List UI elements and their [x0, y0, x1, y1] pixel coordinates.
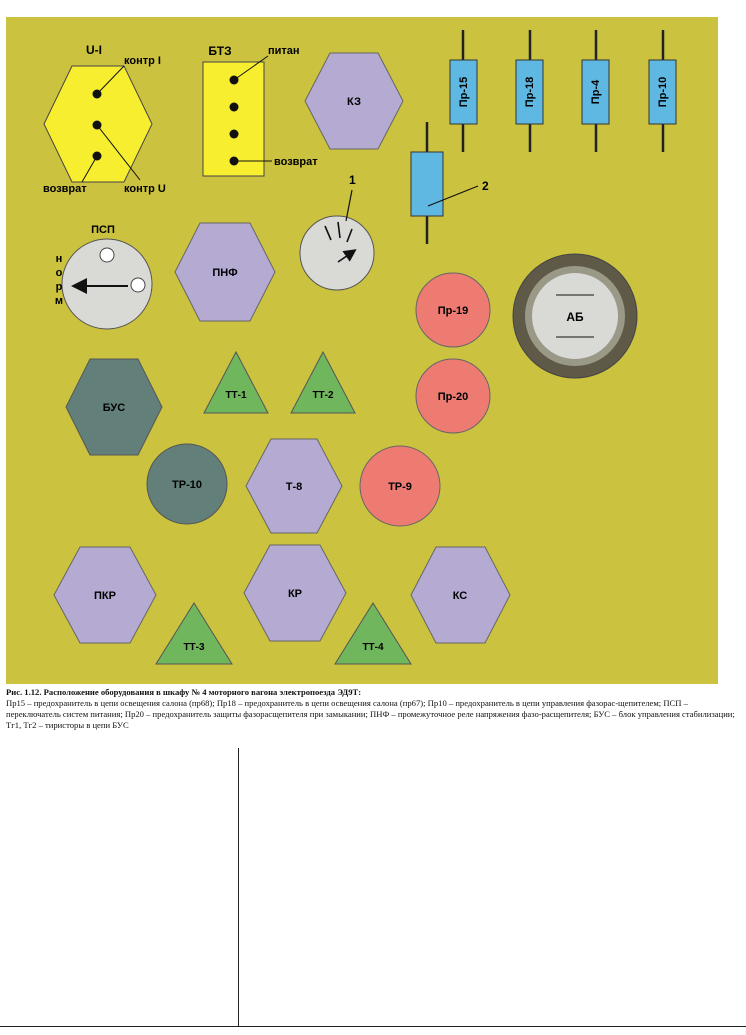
- fuse-pr18-label: Пр-18: [524, 76, 536, 108]
- bus-label: БУС: [102, 402, 126, 414]
- tt1-label: ТТ-1: [225, 390, 247, 401]
- tr9-block: [360, 446, 440, 526]
- kz-label: КЗ: [346, 96, 362, 108]
- tt4-label: ТТ-4: [362, 642, 384, 653]
- caption-title: Рис. 1.12. Расположение оборудования в шкафу № 4 моторного вагона электропоезда ЭД9Т:: [6, 687, 362, 697]
- callout-1-label: 1: [349, 173, 356, 187]
- page-bottom-rule: [0, 1026, 746, 1027]
- tt3-label: ТТ-3: [183, 642, 205, 653]
- pr20-label: Пр-20: [437, 391, 469, 403]
- psp-position-right: [131, 278, 145, 292]
- pr20-block: [416, 359, 490, 433]
- kr-label: КР: [287, 588, 303, 600]
- ui-label: U-I: [86, 43, 102, 57]
- btz-pitan-label: питан: [268, 45, 300, 57]
- tr10-label: ТР-10: [172, 479, 202, 491]
- btz-return-label: возврат: [274, 156, 318, 168]
- psp-norm-letter-4: м: [54, 295, 64, 307]
- fuse-pr4-label: Пр-4: [590, 79, 602, 105]
- ab-label: АБ: [566, 310, 584, 324]
- tt2-label: ТТ-2: [312, 390, 334, 401]
- btz-terminal-3: [230, 130, 239, 139]
- tr9-label: ТР-9: [388, 481, 412, 493]
- pr19-label: Пр-19: [437, 305, 469, 317]
- pkr-label: ПКР: [94, 590, 116, 602]
- ab-block: [513, 254, 637, 378]
- btz-terminal-2: [230, 103, 239, 112]
- gauge-dial: [300, 216, 374, 290]
- pnf-label: ПНФ: [212, 267, 238, 279]
- t8-label: Т-8: [285, 481, 303, 493]
- callout-2-label: 2: [482, 179, 489, 193]
- psp-norm-letter-2: о: [55, 267, 63, 279]
- figure-caption: [6, 687, 740, 731]
- psp-norm-letter-1: н: [55, 253, 63, 265]
- fuse-pr10-label: Пр-10: [657, 76, 669, 108]
- tr10-block: [147, 444, 227, 524]
- ui-contr-u-label: контр U: [124, 183, 166, 195]
- fuse-2-body: [411, 152, 443, 216]
- ks-label: КС: [452, 590, 468, 602]
- btz-label: БТЗ: [208, 44, 232, 58]
- pr19-block: [416, 273, 490, 347]
- ui-contr-i-label: контр I: [124, 55, 161, 67]
- psp-position-top: [100, 248, 114, 262]
- caption-body: Пр15 – предохранитель в цепи освещения салона (пр68); Пр18 – предохранитель в цепи освещения салона (пр67); Пр10 – предохранитель в цепи управления фазорас-щепителем; ПСП – переключатель систем питания; Пр20 – предохранитель защиты фазорасщепителя при замыкании; ПНФ – промежуточное реле напряжения фазо-расщепителя; БУС – блок управления стабилизации; Тг1, Тг2 – тиристоры в цепи БУС: [6, 698, 735, 730]
- fuse-pr15-label: Пр-15: [458, 76, 470, 108]
- column-divider: [238, 748, 239, 1026]
- psp-norm-letter-3: р: [55, 281, 63, 293]
- psp-label: ПСП: [91, 224, 115, 236]
- ui-return-label: возврат: [43, 183, 87, 195]
